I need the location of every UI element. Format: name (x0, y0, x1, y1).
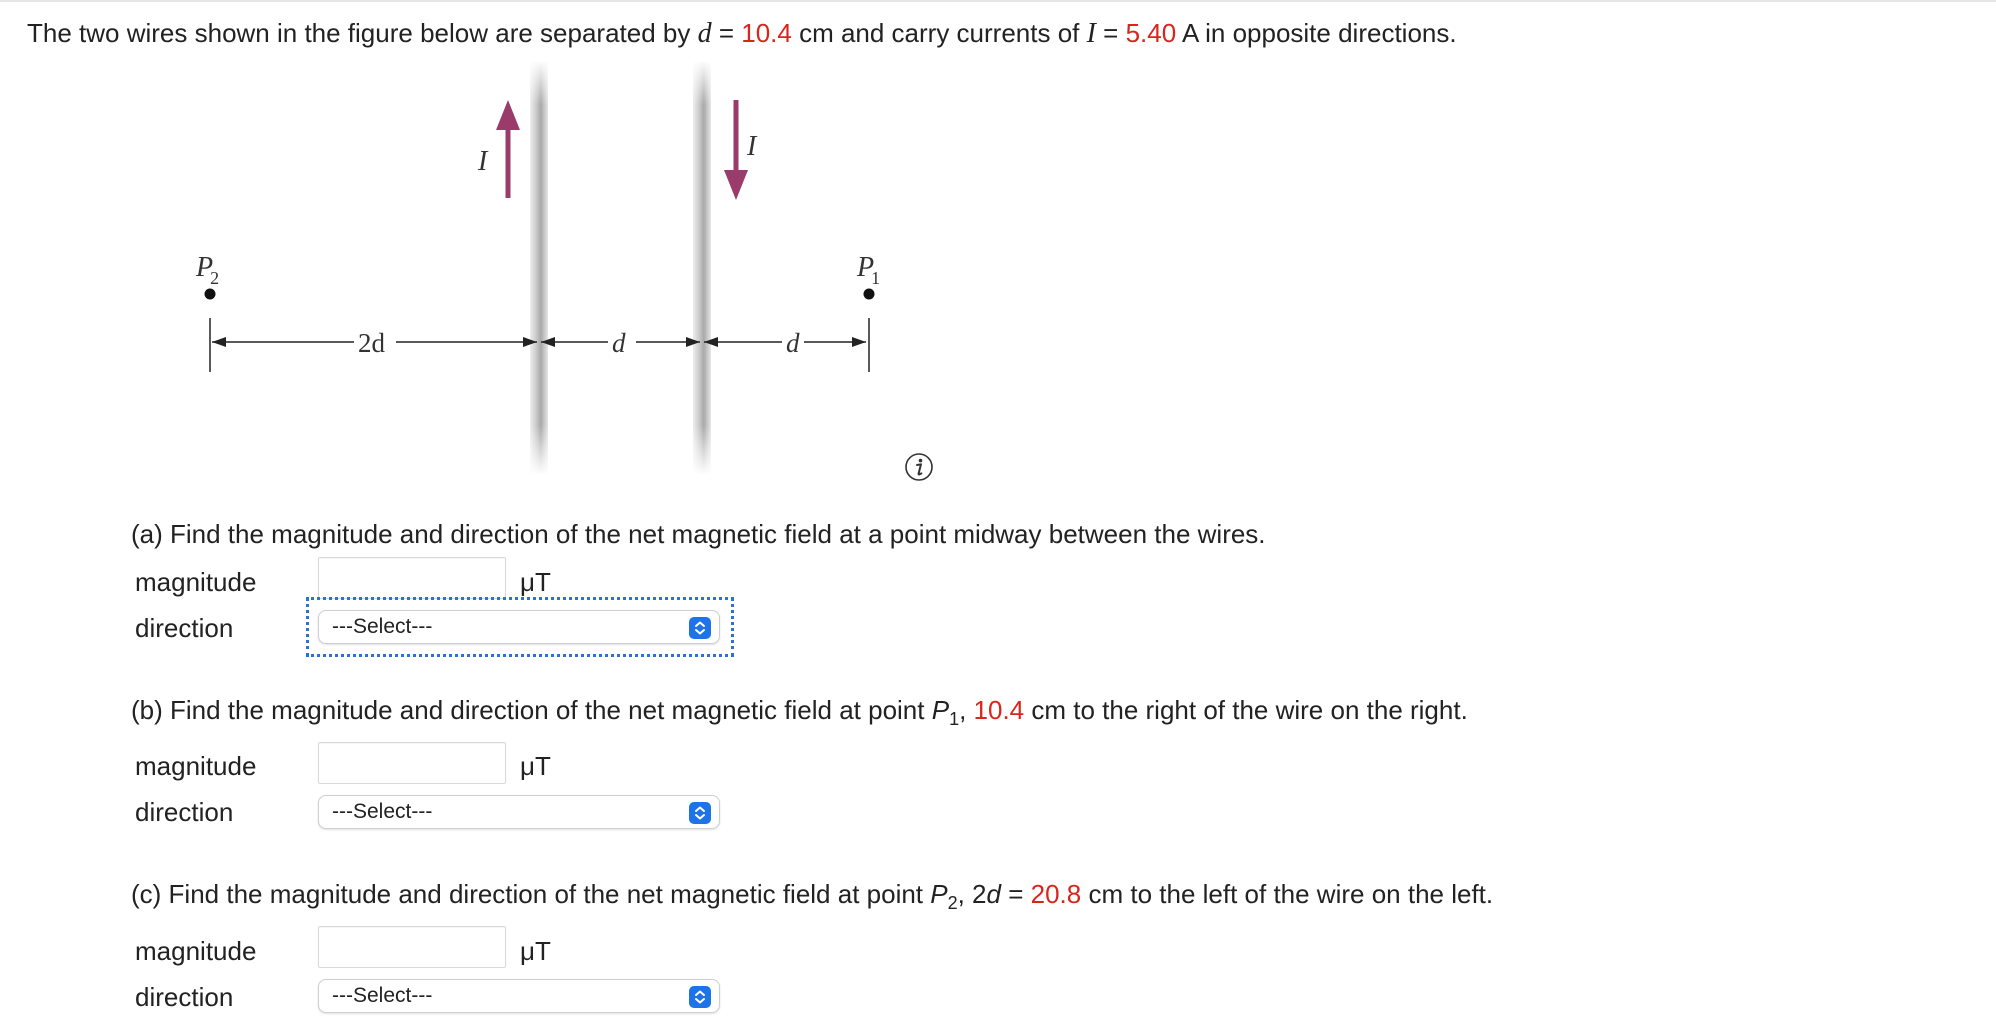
intro-d-value: 10.4 (741, 18, 792, 48)
intro-I-symbol: I (1086, 18, 1096, 49)
select-value-b: ---Select--- (332, 800, 433, 823)
direction-select-b[interactable] (318, 795, 720, 829)
direction-label-b: direction (135, 797, 234, 827)
intro-equals-2: = (1095, 18, 1126, 48)
wires-figure (150, 50, 910, 480)
direction-label-a: direction (135, 613, 234, 643)
intro-I-value: 5.40 (1125, 18, 1177, 48)
question-b-comma: , (959, 695, 974, 725)
question-a: (a) Find the magnitude and direction of the net magnetic field at a point midway between the wires. (131, 519, 1266, 549)
magnitude-label-a: magnitude (135, 567, 257, 597)
question-c-d-symbol: d (986, 879, 1001, 909)
label-P1: P1 (857, 252, 881, 288)
direction-select-a[interactable] (318, 610, 720, 644)
question-b (131, 692, 1468, 737)
question-b-point-sub: 1 (949, 709, 960, 730)
question-b-text-1: (b) Find the magnitude and direction of the net magnetic field at point (131, 695, 932, 725)
direction-select-c[interactable] (318, 979, 720, 1013)
question-c-point: P (930, 879, 948, 909)
chevron-updown-icon (689, 802, 711, 824)
label-I-right: I (747, 131, 757, 162)
unit-c: μT (520, 936, 551, 966)
intro-equals-1: = (711, 18, 742, 48)
current-arrow-down (724, 100, 748, 200)
magnitude-input-c[interactable] (318, 926, 506, 968)
question-c-text-1: (c) Find the magnitude and direction of the net magnetic field at point (131, 879, 931, 909)
wire-fade-top (520, 60, 720, 105)
label-d-middle: d (612, 328, 626, 358)
unit-a: μT (520, 567, 551, 597)
question-b-text-2: cm to the right of the wire on the right. (1024, 695, 1468, 725)
point-P1-dot (864, 289, 875, 300)
intro-text-2: cm and carry currents of (791, 18, 1087, 48)
question-c-comma: , 2 (957, 879, 987, 909)
top-divider (0, 0, 1996, 2)
left-wire (530, 62, 548, 474)
wire-fade-bottom (520, 425, 720, 475)
intro-text-1: The two wires shown in the figure below are separated by (27, 18, 698, 48)
magnitude-label-b: magnitude (135, 751, 257, 781)
select-value-c: ---Select--- (332, 984, 433, 1007)
label-P2: P2 (196, 252, 220, 288)
question-b-point: P (931, 695, 950, 725)
intro-d-symbol: d (697, 18, 712, 49)
point-P2-dot (205, 289, 216, 300)
magnitude-input-b[interactable] (318, 742, 506, 784)
info-icon[interactable] (904, 452, 934, 482)
label-d-right: d (786, 328, 800, 358)
direction-label-c: direction (135, 982, 234, 1012)
right-wire (693, 62, 711, 474)
question-c-text-2: cm to the left of the wire on the left. (1081, 879, 1494, 909)
label-I-left: I (478, 146, 488, 177)
unit-b: μT (520, 751, 551, 781)
label-2d: 2d (358, 328, 385, 358)
question-c-value: 20.8 (1030, 879, 1082, 909)
problem-statement (27, 14, 1457, 53)
select-value-a: ---Select--- (332, 615, 433, 638)
magnitude-label-c: magnitude (135, 936, 257, 966)
question-c-point-sub: 2 (947, 893, 958, 914)
current-arrow-up (496, 100, 520, 198)
question-c (131, 876, 1493, 921)
chevron-updown-icon (689, 986, 711, 1008)
question-b-value: 10.4 (973, 695, 1025, 725)
question-c-equals: = (1001, 879, 1031, 909)
intro-text-3: A in opposite directions. (1176, 18, 1457, 48)
magnitude-input-a[interactable] (318, 557, 506, 599)
chevron-updown-icon (689, 617, 711, 639)
